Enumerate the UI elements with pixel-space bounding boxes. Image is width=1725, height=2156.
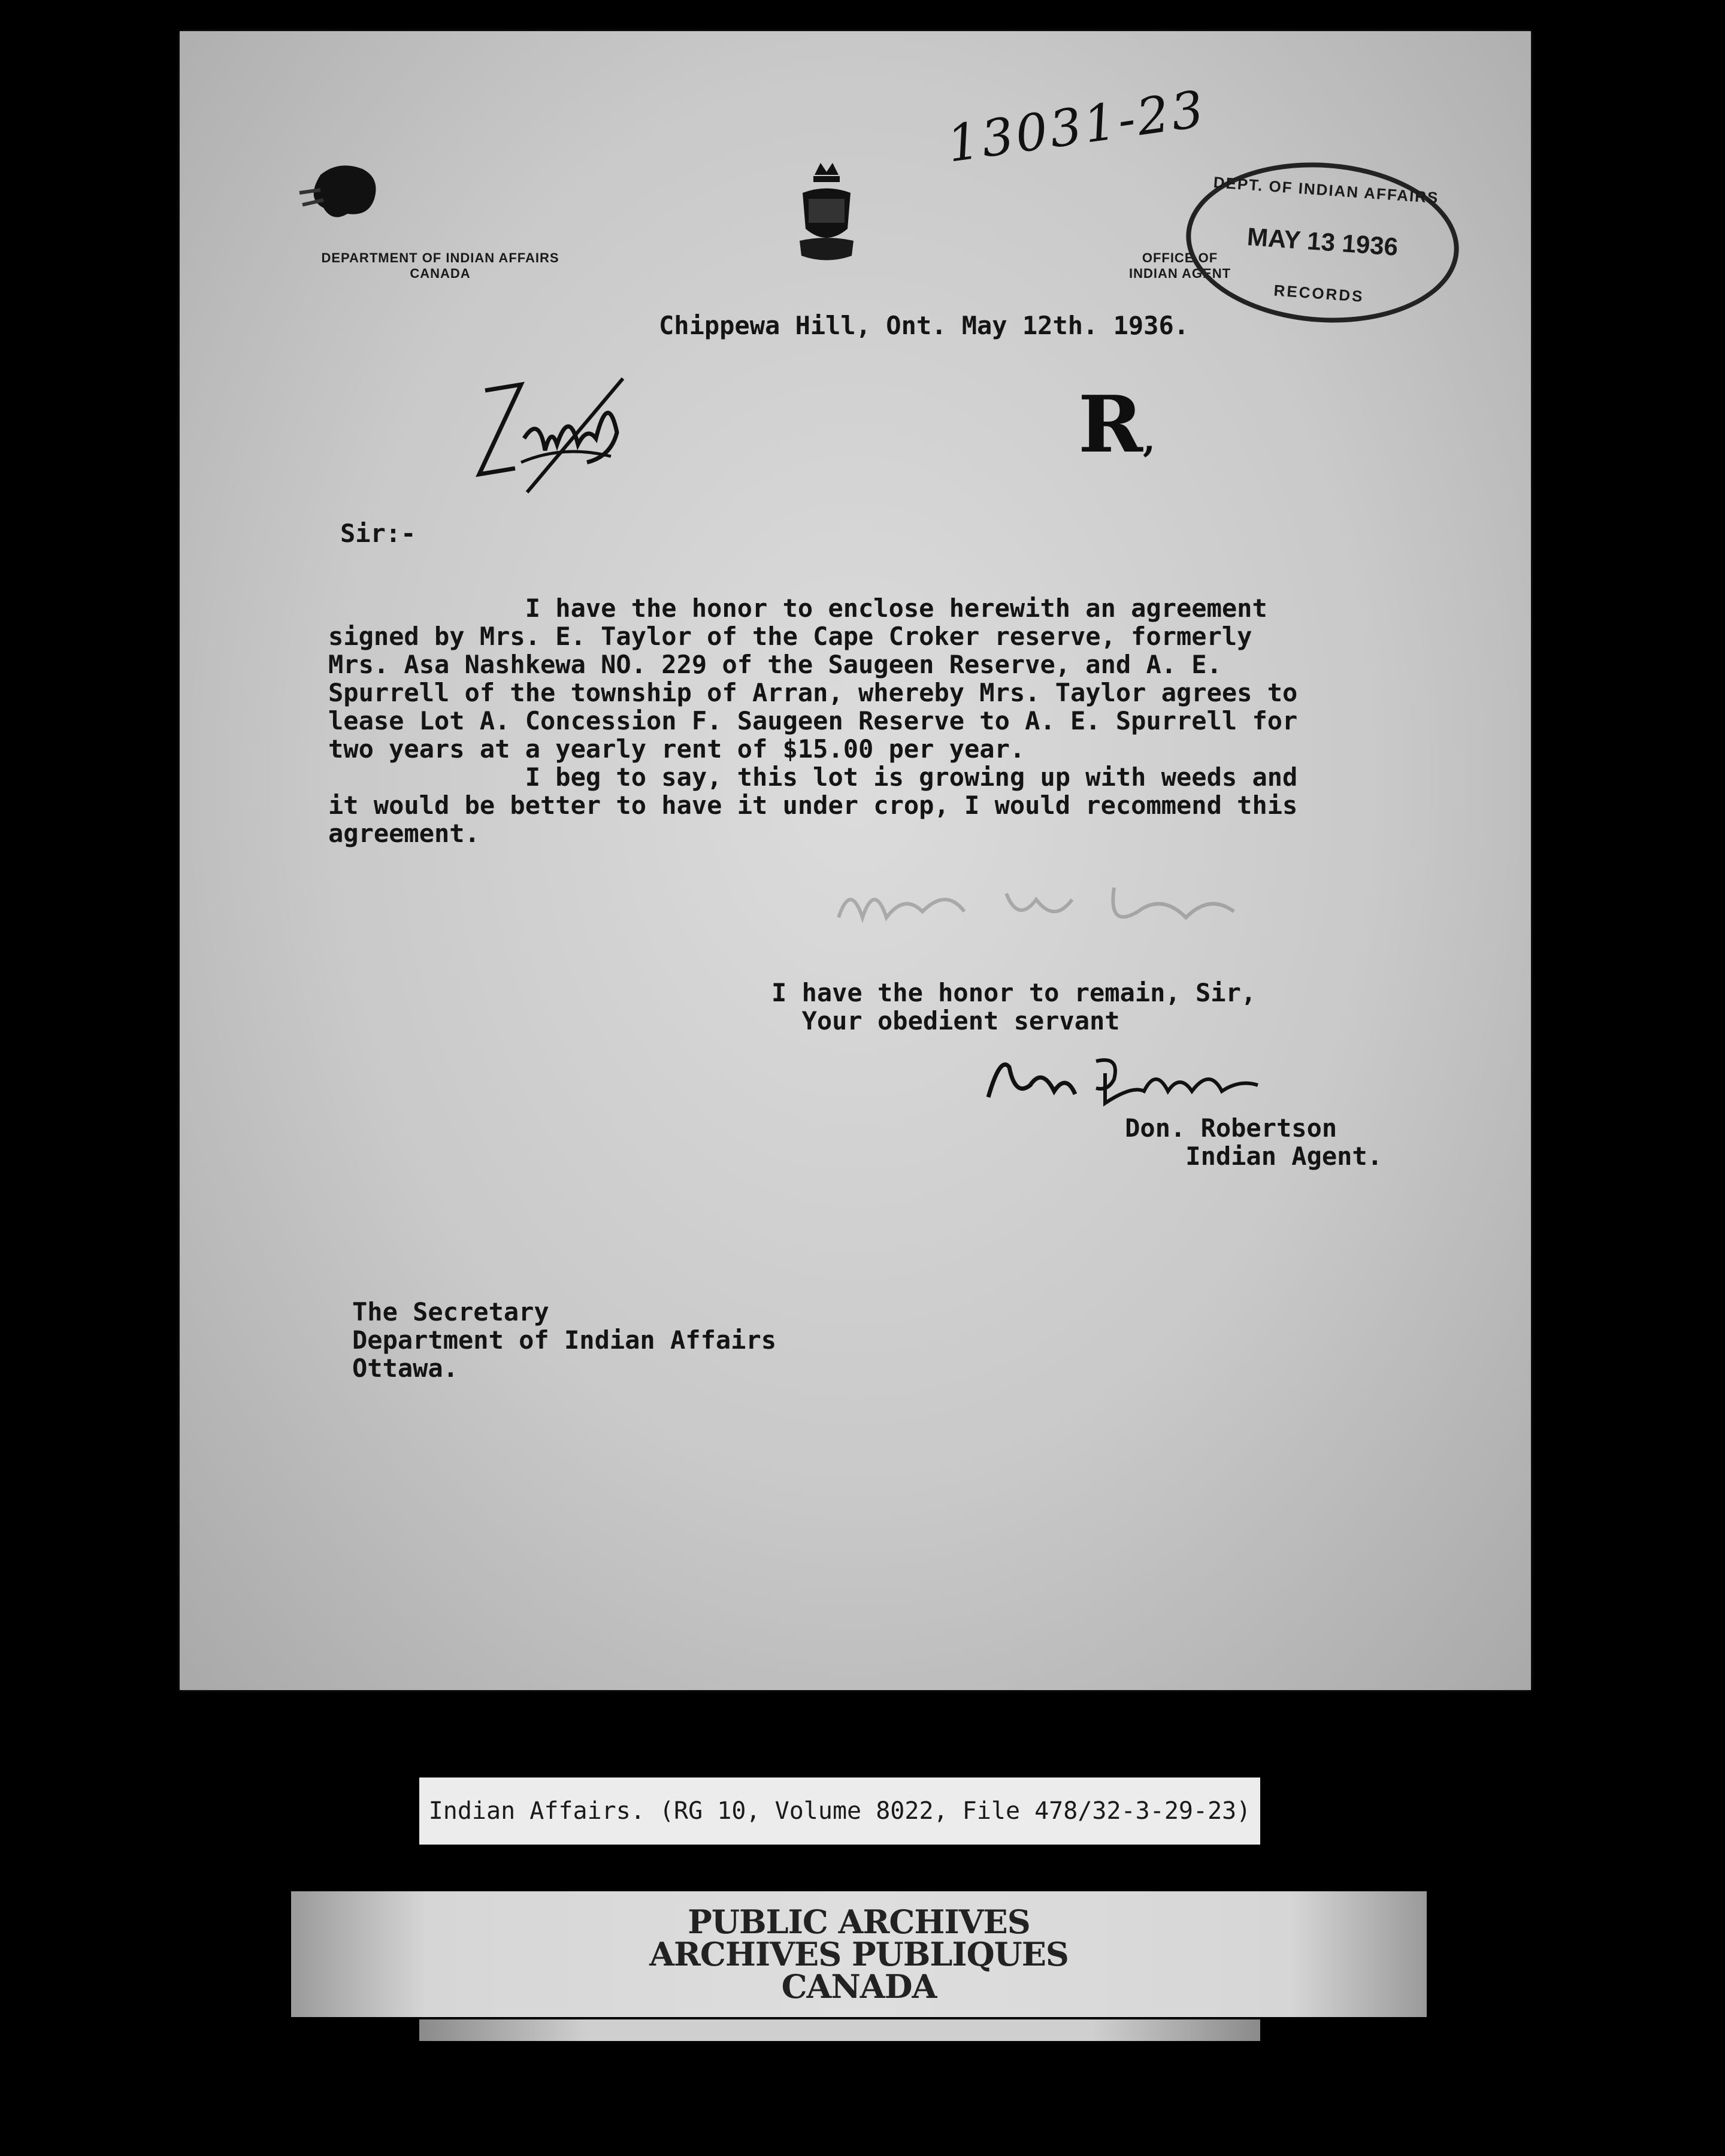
department-name: DEPARTMENT OF INDIAN AFFAIRS xyxy=(321,250,559,265)
stamp-date: MAY 13 1936 xyxy=(1246,222,1399,261)
coat-of-arms-icon xyxy=(797,157,857,277)
registry-letter: R xyxy=(1078,378,1143,470)
handwritten-initials xyxy=(467,355,635,498)
department-country: CANADA xyxy=(410,266,471,281)
public-archives-label xyxy=(291,1891,1427,2017)
signer-block: Don. Robertson Indian Agent. xyxy=(1125,1113,1383,1171)
addressee-block: The Secretary Department of Indian Affairs Ottawa. xyxy=(352,1297,777,1383)
salutation: Sir:- xyxy=(340,519,416,548)
registry-mark: R, xyxy=(1078,378,1155,470)
department-heading xyxy=(276,250,605,281)
closing: I have the honor to remain, Sir, Your obedient servant xyxy=(771,978,1257,1035)
handwritten-file-number: 13031-23 xyxy=(943,79,1210,174)
ink-blot xyxy=(296,157,386,229)
stamp-records: RECORDS xyxy=(1273,281,1365,306)
faint-bleed-through-signature xyxy=(827,870,1246,941)
archive-line-country: CANADA xyxy=(781,1967,937,2006)
stamp-department: DEPT. OF INDIAN AFFAIRS xyxy=(1212,173,1440,207)
archive-line-english: PUBLIC ARCHIVES xyxy=(688,1903,1030,1941)
letter-page xyxy=(180,31,1531,1690)
archive-reference-label: Indian Affairs. (RG 10, Volume 8022, File 478/32-3-29-23) xyxy=(419,1778,1260,1845)
handwritten-signature xyxy=(976,1043,1264,1115)
office-line-1: OFFICE OF xyxy=(1142,250,1218,265)
letter-dateline: Chippewa Hill, Ont. May 12th. 1936. xyxy=(659,311,1190,340)
letter-body: I have the honor to enclose herewith an agreement signed by Mrs. E. Taylor of the Cape Croker reserve, formerly Mrs. Asa Nashkewa NO. 229 of the Saugeen Reserve, and A. E. Spurrell of the township of Arran, whereby Mrs. Taylor agrees to lease Lot A. Concession F. Saugeen Reserve to A. E. Spurrell for two years at a yearly rent of $15.00 per year. I beg to say, this lot is growing up with weeds and it would be better to have it under crop, I would recommend this agreement. xyxy=(328,593,1298,848)
label-strip xyxy=(419,2019,1260,2041)
office-line-2: INDIAN AGENT xyxy=(1128,266,1231,281)
archive-line-french: ARCHIVES PUBLIQUES xyxy=(649,1935,1069,1973)
received-stamp xyxy=(1181,153,1464,331)
